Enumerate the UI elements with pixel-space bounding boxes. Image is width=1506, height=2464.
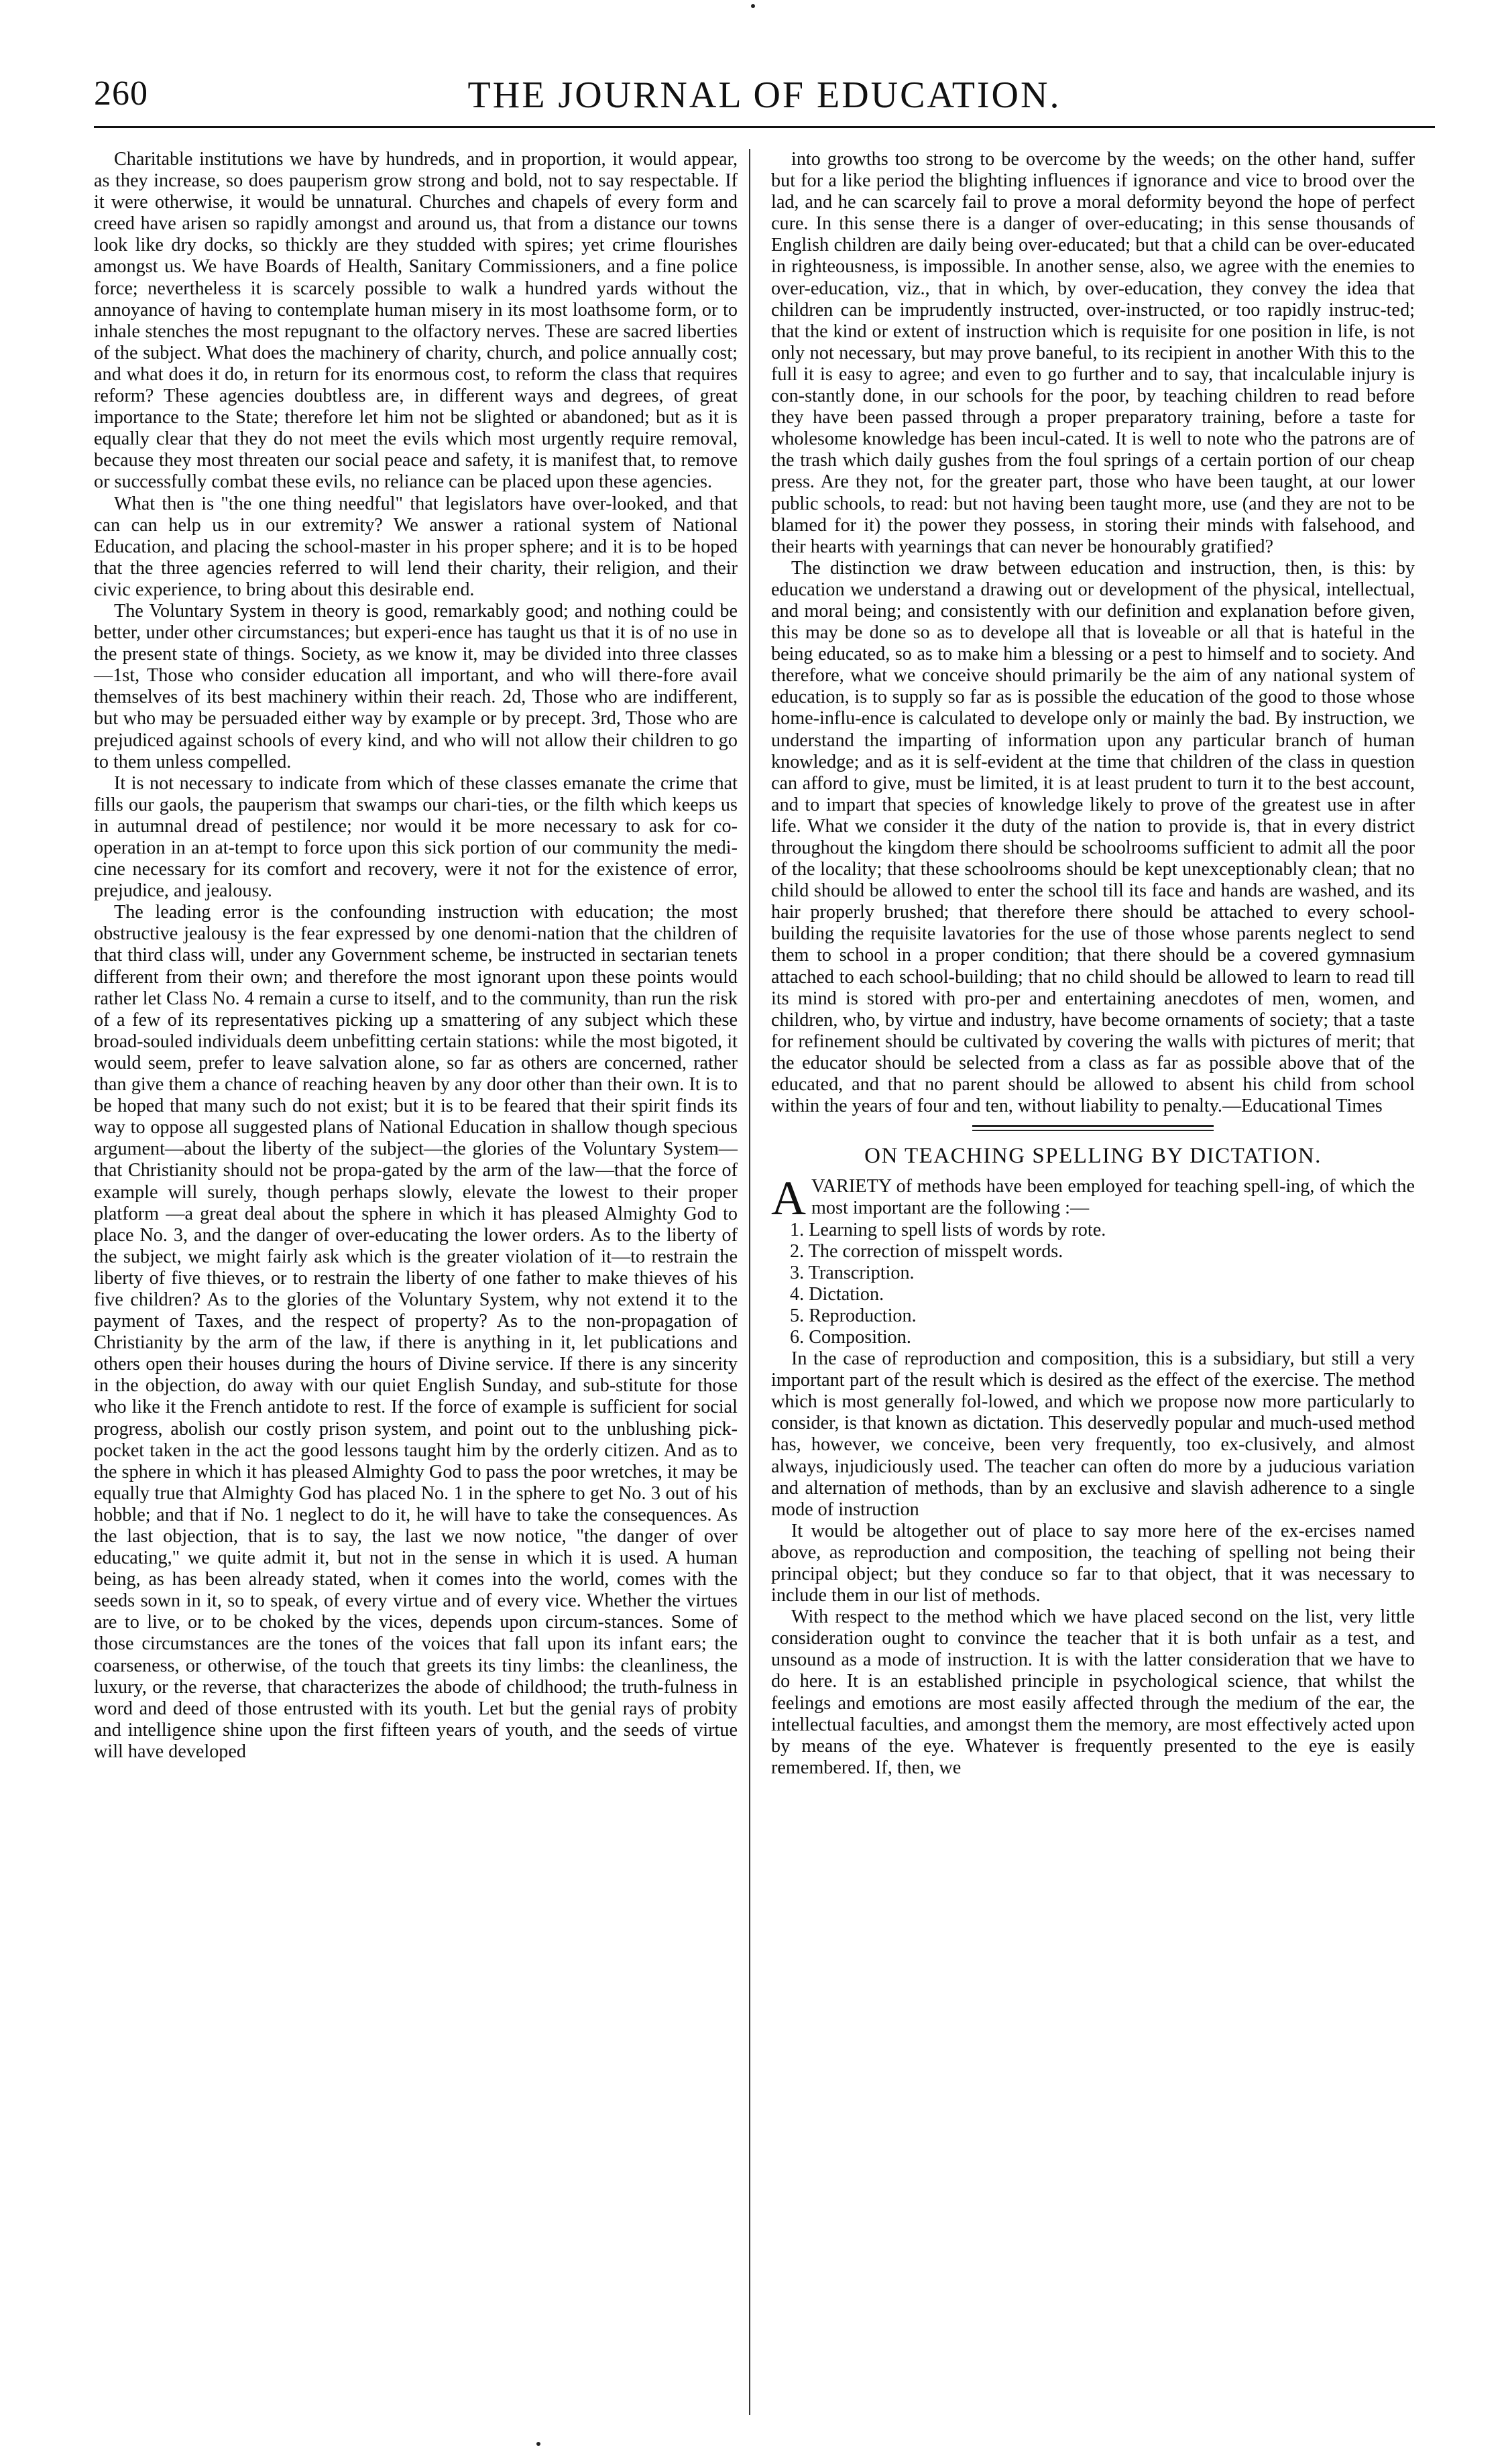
- ink-speck: [536, 2442, 540, 2446]
- list-item: 4. Dictation.: [790, 1283, 884, 1305]
- running-title: THE JOURNAL OF EDUCATION.: [467, 74, 1061, 116]
- left-column: [94, 149, 738, 1763]
- paragraph: The leading error is the confounding instruction with education; the most obstructive jealousy is the fear expressed by one denomi-nation that the children of that third class will, under any Government scheme, be instructed in sectarian tenets different from their own; and therefore the most ignorant upon these points would rather let Class No. 4 remain a curse to itself, and to the community, than run the risk of a few of its representatives picking up a smattering of any subject which these broad-souled individuals deem unbefitting certain stations: while the most bigoted, it would seem, prefer to leave salvation alone, so far as others are concerned, rather than give them a chance of reaching heaven by any door other than their own. It is to be hoped that many such do not exist; but it is to be feared that their spirit finds its way to oppose all suggested plans of National Education in shallow though specious argument—about the liberty of the subject—the glories of the Voluntary System—that Christianity should not be propa-gated by the arm of the law—that the force of example will surely, though perhaps slowly, elevate the lowest to their proper platform —a great deal about the sphere in which it has pleased Almighty God to place No. 3, and the danger of over-educating the lower orders. As to the liberty of the subject, we might fairly ask which is the greater violation of it—to restrain the liberty of five thieves, or to restrain the liberty of one father to make thieves of his five children? As to the glories of the Voluntary System, why not extend it to the payment of Taxes, and the respect of property? As to the non-propagation of Christianity by the arm of the law, if there is anything in it, let publications and others open their houses during the hours of Divine service. If there is any sincerity in the objection, do away with our quiet English Sunday, and sub-stitute for those who like it the French antidote to rest. If the force of example is sufficient for social progress, abolish our costly prison system, and point out to the unblushing pick-pocket taken in the act the good lessons taught him by the orderly citizen. And as to the sphere in which it has pleased Almighty God to pass the poor wretches, it may be equally true that Almighty God has placed No. 1 in the sphere to get No. 3 out of his hobble; and that if No. 1 neglect to do it, he will have to take the consequences. As the last objection, that is to say, the last we now notice, "the danger of over educating," we quite admit it, but not in the sense in which it is used. A human being, as has been already stated, when it comes into the world, comes with the seeds sown in it, so to speak, of every virtue and of every vice. Whether the virtues are to live, or to be choked by the vices, depends upon circum-stances. Some of those circumstances are the tones of the voices that fall upon its infant ears; the coarseness, or otherwise, of the touch that greets its tiny limbs: the cleanliness, the luxury, or the reverse, that characterizes the abode of childhood; the truth-fulness in word and deed of those entrusted with its youth. Let but the genial rays of probity and intelligence shine upon the first fifteen years of youth, and the seeds of virtue will have developed: [94, 902, 738, 1762]
- paragraph: In the case of reproduction and composition, this is a subsidiary, but still a very important part of the result which is desired as the effect of the exercise. The method which is most generally fol-lowed, and which we propose now more particularly to consider, is that known as dictation. This deservedly popular and much-used method has, however, we conceive, been very frequently, too ex-clusively, and almost always, injudiciously used. The teacher can often do more by a juducious variation and alternation of methods, than by an exclusive and slavish adherence to a single mode of instruction: [771, 1348, 1415, 1520]
- paragraph: It would be altogether out of place to say more here of the ex-ercises named above, as reproduction and composition, the teaching of spelling not being their principal object; but they conduce so far to that object, that it was necessary to include them in our list of methods.: [771, 1520, 1415, 1606]
- header-rule: [94, 126, 1435, 128]
- list-item: 2. The correction of misspelt words.: [790, 1240, 1063, 1262]
- paragraph: It is not necessary to indicate from which of these classes emanate the crime that fills our gaols, the pauperism that swamps our chari-ties, or the filth which keeps us in autumnal dread of pestilence; nor would it be more necessary to ask for co-operation in an at-tempt to force upon this sick portion of our community the medi-cine necessary for its comfort and recovery, were it not for the existence of error, prejudice, and jealousy.: [94, 772, 738, 902]
- intro-text: VARIETY of methods have been employed for teaching spell-ing, of which the most important are the following :—: [811, 1176, 1415, 1219]
- right-column: [771, 149, 1415, 1779]
- page-number: 260: [94, 74, 148, 113]
- methods-list: [771, 1220, 1415, 1349]
- drop-cap: A: [771, 1171, 806, 1226]
- section-title: ON TEACHING SPELLING BY DICTATION.: [864, 1144, 1322, 1169]
- paragraph: The distinction we draw between education and instruction, then, is this: by education we understand a drawing out or development of the physical, intellectual, and moral being; and consistently with our definition and explanation before given, this may be done so as to develope all that is loveable or all that is hateful in the being educated, so as to make him a blessing or a pest to himself and to society. And therefore, what we conceive should primarily be the aim of any national system of education, is to supply so far as is possible the education of the good to those whose home-influ-ence is calculated to develope only or mainly the bad. By instruction, we understand the imparting of information upon any particular branch of human knowledge; and as it is self-evident at the time that children of the class in question can afford to give, must be limited, it is at least prudent to turn it to the best account, and to impart that species of knowledge likely to prove of the greatest use in after life. What we consider it the duty of the nation to provide is, that in every district throughout the kingdom there should be schoolrooms sufficient to admit all the poor of the locality; that these schoolrooms should be kept unexceptionably clean; that no child should be allowed to enter the school till its face and hands are washed, and its hair properly brushed; that therefore there should be attached to every school-building the requisite lavatories for the use of those whose parents neglect to send them to school in a proper condition; that there should be a covered gymnasium attached to each school-building; that no child should be allowed to learn to read till its mind is stored with pro-per and entertaining anecdotes of men, women, and children, who, by virtue and industry, have become ornaments of society; that a taste for refinement should be cultivated by covering the walls with pictures of merit; that the educator should be selected from a class as far as possible above that of the educated, and that no parent should be allowed to absent his child from school within the years of four and ten, without liability to penalty.—Educational Times: [771, 557, 1415, 1117]
- list-item: 1. Learning to spell lists of words by rote.: [790, 1219, 1106, 1240]
- paragraph: into growths too strong to be overcome by the weeds; on the other hand, suffer but for a like period the blighting influences if ignorance and vice to brood over the lad, and he can scarcely fail to prove a moral deformity beyond the hope of perfect cure. In this sense there is a danger of over-educating; in this sense thousands of English children are daily being over-educated; but that a child can be over-educated in righteousness, is impossible. In another sense, also, we agree with the enemies to over-education, viz., that in which, by over-education, they convey the idea that children can be imprudently instructed, over-instructed, or too rapidly instruc-ted; that the kind or extent of instruction which is requisite for one position in life, is not only not necessary, but may prove baneful, to its recipient in another With this to the full it is easy to agree; and even to go further and to say, that incalculable injury is con-stantly done, in our schools for the poor, by teaching children to read before they have been passed through a proper preparatory training, before a taste for wholesome knowledge has been incul-cated. It is well to note who the patrons are of the trash which daily gushes from the foul springs of a certain portion of our cheap press. Are they not, for the greater part, those who have been taught, at our lower public schools, to read: but not having been taught more, use (and they are not to be blamed for it) the power they possess, in storing their minds with falsehood, and their hearts with yearnings that can never be honourably gratified?: [771, 149, 1415, 557]
- list-item: 3. Transcription.: [790, 1262, 915, 1283]
- paragraph: What then is "the one thing needful" that legislators have over-looked, and that can can help us in our extremity? We answer a rational system of National Education, and placing the school-master in his proper sphere; and it is to be hoped that the three agencies referred to will lend their charity, their religion, and their civic experience, to bring about this desirable end.: [94, 493, 738, 600]
- list-item: 5. Reproduction.: [790, 1305, 917, 1326]
- list-item: 6. Composition.: [790, 1326, 911, 1348]
- paragraph: With respect to the method which we have placed second on the list, very little consideration ought to convince the teacher that it is both unfair as a test, and unsound as a mode of instruction. It is with the latter consideration that we have to do here. It is an established principle in psychological science, that whilst the feelings and emotions are most easily affected through the medium of the ear, the intellectual faculties, and amongst them the memory, are most effectively acted upon by means of the eye. Whatever is frequently presented to the eye is easily remembered. If, then, we: [771, 1606, 1415, 1778]
- ink-speck: [751, 4, 755, 8]
- column-divider: [749, 149, 750, 2415]
- section-separator: [771, 1117, 1415, 1140]
- paragraph: Charitable institutions we have by hundreds, and in proportion, it would appear, as they increase, so does pauperism grow strong and bold, not to say respectable. If it were otherwise, it would be unnatural. Churches and chapels of every form and creed have arisen so rapidly amongst and around us, that from a distance our towns look like dry docks, so thickly are they studded with spires; yet crime flourishes amongst us. We have Boards of Health, Sanitary Commissioners, and a fine police force; nevertheless it is scarcely possible to walk a hundred yards without the annoyance of having to contemplate human misery in its most loathsome form, or to inhale stenches the most repugnant to the olfactory nerves. These are sacred liberties of the subject. What does the machinery of charity, church, and police annually cost; and what does it do, in return for its enormous cost, to reform the class that requires reform? These agencies doubtless are, in different ways and degrees, of great importance to the State; therefore let him not be slighted or abandoned; but as it is equally clear that they do not meet the evils which most urgently require removal, because they most threaten our social peace and safety, it is manifest that, to remove or successfully combat these evils, no reliance can be placed upon these agencies.: [94, 149, 738, 493]
- paragraph: The Voluntary System in theory is good, remarkably good; and nothing could be better, under other circumstances; but experi-ence has taught us that it is of no use in the present state of things. Society, as we know it, may be divided into three classes—1st, Those who consider education all important, and who will there-fore avail themselves of its best machinery within their reach. 2d, Those who are indifferent, but who may be persuaded either way by example or by precept. 3rd, Those who are prejudiced against schools of every kind, and who will not allow their children to go to them unless compelled.: [94, 600, 738, 772]
- intro-paragraph: [771, 1171, 1415, 1226]
- page-header: [94, 74, 1435, 121]
